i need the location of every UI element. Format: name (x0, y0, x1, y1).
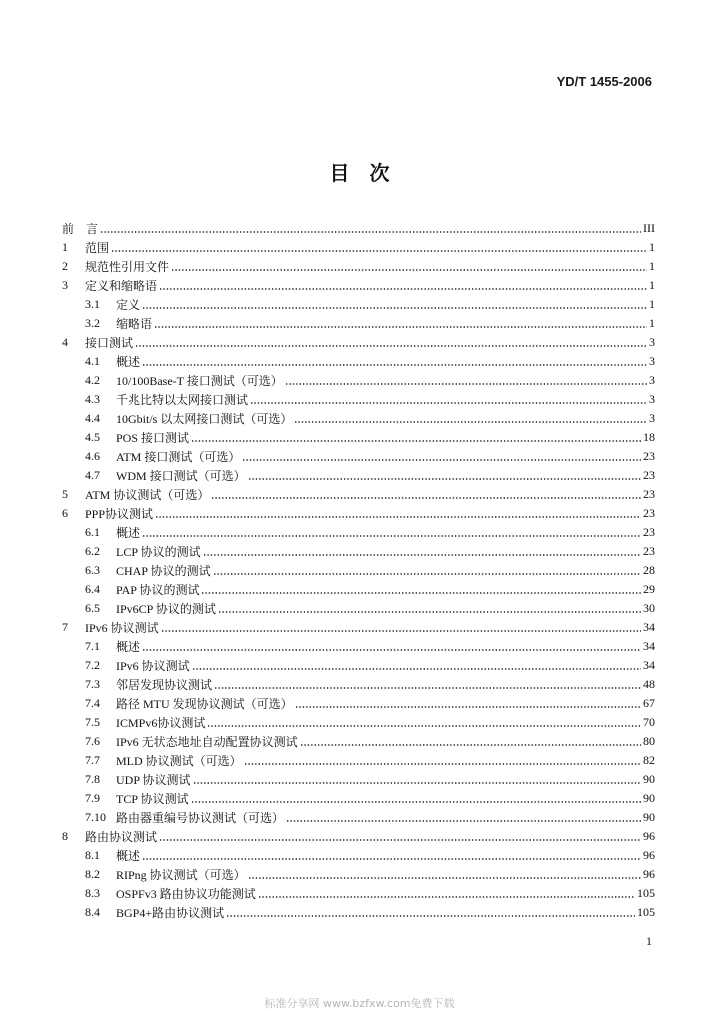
toc-entry-page: 23 (643, 487, 655, 501)
toc-entry-page: 23 (643, 449, 655, 463)
toc-entry-number: 8.2 (85, 867, 100, 881)
toc-entry-title: IPv6CP 协议的测试 (116, 602, 216, 616)
toc-entry-page: 34 (643, 639, 655, 653)
toc-entry-title: 概述 (116, 355, 141, 369)
toc-entry (62, 694, 655, 713)
toc-entry-number: 3 (62, 278, 68, 292)
toc-entry (62, 865, 655, 884)
toc-entry-number: 7.1 (85, 639, 100, 653)
dot-leader (142, 535, 641, 537)
toc-entry-page: 1 (649, 297, 655, 311)
toc-entry-page: 30 (643, 601, 655, 615)
toc-entry-number: 4.7 (85, 468, 100, 482)
toc-entry (62, 846, 655, 865)
dot-leader (286, 820, 641, 822)
toc-entry-number: 6.3 (85, 563, 100, 577)
toc-entry-page: 1 (649, 278, 655, 292)
toc-entry-page: 1 (649, 259, 655, 273)
toc-entry-page: 23 (643, 544, 655, 558)
toc-entry (62, 257, 655, 276)
toc-entry-title: LCP 协议的测试 (116, 545, 201, 559)
toc-entry-title: PAP 协议的测试 (116, 583, 200, 597)
toc-entry (62, 637, 655, 656)
toc-entry-number: 6.1 (85, 525, 100, 539)
toc-entry (62, 580, 655, 599)
toc-entry-page: 1 (649, 240, 655, 254)
dot-leader (201, 592, 641, 594)
toc-entry-title: ICMPv6协议测试 (116, 716, 206, 730)
toc-entry-title: MLD 协议测试（可选） (116, 754, 242, 768)
dot-leader (154, 326, 647, 328)
toc-entry (62, 238, 655, 257)
toc-entry-title: 邻居发现协议测试 (116, 678, 213, 692)
toc-entry-title: 范围 (85, 241, 110, 255)
dot-leader (203, 554, 641, 556)
toc-entry (62, 333, 655, 352)
dot-leader (250, 402, 647, 404)
dot-leader (248, 478, 641, 480)
toc-entry-page: 34 (643, 658, 655, 672)
dot-leader (226, 915, 635, 917)
dot-leader (285, 383, 647, 385)
toc-entry-number: 4.6 (85, 449, 100, 463)
toc-entry (62, 295, 655, 314)
toc-entry-page: 23 (643, 525, 655, 539)
toc-entry (62, 542, 655, 561)
toc-entry-title: IPv6 协议测试 (85, 621, 159, 635)
toc-entry-number: 4.3 (85, 392, 100, 406)
toc-entry (62, 808, 655, 827)
toc-entry-number: 4.2 (85, 373, 100, 387)
toc-entry-page: 90 (643, 791, 655, 805)
toc-entry-number: 6.4 (85, 582, 100, 596)
watermark: 标准分享网 www.bzfxw.com免费下载 (264, 997, 455, 1010)
toc-entry-title: TCP 协议测试 (116, 792, 189, 806)
toc-entry-number: 7.10 (85, 810, 106, 824)
dot-leader (244, 763, 641, 765)
toc-entry-number: 3.2 (85, 316, 100, 330)
toc-entry-page: 3 (649, 392, 655, 406)
toc-entry-page: 105 (637, 905, 655, 919)
toc-entry (62, 770, 655, 789)
toc-entry-title: 定义和缩略语 (85, 279, 158, 293)
dot-leader (193, 782, 641, 784)
toc-entry-number: 6.2 (85, 544, 100, 558)
dot-leader (191, 801, 641, 803)
toc-entry-number: 6 (62, 506, 68, 520)
toc-entry (62, 314, 655, 333)
toc-entry-title: 概述 (116, 526, 141, 540)
dot-leader (142, 307, 647, 309)
dot-leader (248, 877, 641, 879)
toc-entry-page: 96 (643, 848, 655, 862)
toc-entry-title: CHAP 协议的测试 (116, 564, 211, 578)
toc-entry-number: 8.4 (85, 905, 100, 919)
toc-entry (62, 675, 655, 694)
dot-leader (142, 858, 641, 860)
toc-entry-page: 1 (649, 316, 655, 330)
dot-leader (159, 839, 641, 841)
dot-leader (258, 896, 635, 898)
toc-entry-page: 82 (643, 753, 655, 767)
toc-entry-title: 定义 (116, 298, 141, 312)
toc-entry-title: 路由器重编号协议测试（可选） (116, 811, 285, 825)
dot-leader (171, 269, 647, 271)
toc-entry-page: 28 (643, 563, 655, 577)
toc-entry-page: 48 (643, 677, 655, 691)
toc-entry-title: 概述 (116, 849, 141, 863)
toc-entry-number: 4.5 (85, 430, 100, 444)
toc-entry-number: 8 (62, 829, 68, 843)
toc-entry-number: 6.5 (85, 601, 100, 615)
page-number: 1 (646, 934, 652, 948)
toc-entry-title: 规范性引用文件 (85, 260, 170, 274)
dot-leader (207, 725, 641, 727)
toc-entry-page: 67 (643, 696, 655, 710)
dot-leader (161, 630, 641, 632)
toc-entry-title: WDM 接口测试（可选） (116, 469, 246, 483)
dot-leader (155, 516, 641, 518)
dot-leader (300, 744, 641, 746)
toc-entry-page: 18 (643, 430, 655, 444)
toc-title: 目 次 (329, 163, 390, 185)
toc-entry-title: 10Gbit/s 以太网接口测试（可选） (116, 412, 293, 426)
dot-leader (159, 288, 647, 290)
dot-leader (111, 250, 647, 252)
toc-entry-number: 7.7 (85, 753, 100, 767)
toc-entry (62, 561, 655, 580)
toc-entry-number: 4.4 (85, 411, 100, 425)
toc-entry (62, 656, 655, 675)
toc-entry-page: 3 (649, 335, 655, 349)
dot-leader (142, 649, 641, 651)
toc-entry-page: 3 (649, 354, 655, 368)
toc-entry-title: 缩略语 (116, 317, 153, 331)
toc-entry-title: OSPFv3 路由协议功能测试 (116, 887, 256, 901)
toc-entry (62, 219, 655, 238)
toc-entry (62, 276, 655, 295)
toc-entry-number: 1 (62, 240, 68, 254)
toc-entry (62, 827, 655, 846)
toc-entry (62, 713, 655, 732)
toc-entry-number: 7.6 (85, 734, 100, 748)
dot-leader (191, 440, 641, 442)
toc-entry-page: 3 (649, 411, 655, 425)
toc-entry-title: 10/100Base-T 接口测试（可选） (116, 374, 283, 388)
toc-entry-title: ATM 协议测试（可选） (85, 488, 210, 502)
toc-entry-title: 路由协议测试 (85, 830, 158, 844)
dot-leader (294, 421, 647, 423)
toc-entry-number: 5 (62, 487, 68, 501)
toc-entry-page: 90 (643, 772, 655, 786)
dot-leader (142, 364, 647, 366)
toc-entry-title: 前 言 (62, 222, 99, 236)
toc-entry-page: 23 (643, 506, 655, 520)
toc-entry-number: 7.5 (85, 715, 100, 729)
toc-entry-number: 7.9 (85, 791, 100, 805)
toc-entry-title: 千兆比特以太网接口测试 (116, 393, 249, 407)
toc-entry-number: 7.4 (85, 696, 100, 710)
toc-entry-page: 96 (643, 829, 655, 843)
toc-entry-number: 7 (62, 620, 68, 634)
toc-entry-number: 3.1 (85, 297, 100, 311)
toc-entry (62, 884, 655, 903)
toc-entry-number: 8.1 (85, 848, 100, 862)
dot-leader (192, 668, 641, 670)
dot-leader (218, 611, 641, 613)
toc-entry-title: POS 接口测试 (116, 431, 190, 445)
toc-entry-title: IPv6 无状态地址自动配置协议测试 (116, 735, 298, 749)
table-of-contents (62, 219, 655, 922)
toc-entry-title: 接口测试 (85, 336, 134, 350)
toc-entry-page: 80 (643, 734, 655, 748)
toc-entry-title: UDP 协议测试 (116, 773, 191, 787)
toc-entry (62, 618, 655, 637)
toc-entry-title: PPP协议测试 (85, 507, 154, 521)
toc-entry (62, 447, 655, 466)
document-code: YD/T 1455-2006 (556, 74, 652, 89)
toc-entry-number: 4 (62, 335, 68, 349)
toc-entry (62, 732, 655, 751)
toc-entry-page: 96 (643, 867, 655, 881)
toc-entry (62, 599, 655, 618)
toc-entry-title: RIPng 协议测试（可选） (116, 868, 246, 882)
dot-leader (135, 345, 647, 347)
dot-leader (213, 573, 641, 575)
toc-entry-title: IPv6 协议测试 (116, 659, 190, 673)
toc-entry-page: 23 (643, 468, 655, 482)
toc-entry-page: 90 (643, 810, 655, 824)
toc-entry-number: 7.2 (85, 658, 100, 672)
toc-entry (62, 428, 655, 447)
dot-leader (211, 497, 641, 499)
toc-entry (62, 352, 655, 371)
toc-entry-title: 路径 MTU 发现协议测试（可选） (116, 697, 293, 711)
dot-leader (295, 706, 641, 708)
toc-entry (62, 371, 655, 390)
toc-entry-number: 8.3 (85, 886, 100, 900)
toc-entry-page: 105 (637, 886, 655, 900)
toc-entry-number: 7.3 (85, 677, 100, 691)
dot-leader (214, 687, 641, 689)
toc-entry (62, 751, 655, 770)
toc-entry (62, 409, 655, 428)
dot-leader (242, 459, 641, 461)
toc-entry-page: III (643, 221, 655, 235)
toc-entry (62, 523, 655, 542)
toc-entry-number: 7.8 (85, 772, 100, 786)
dot-leader (100, 231, 641, 233)
toc-entry (62, 485, 655, 504)
toc-entry (62, 903, 655, 922)
toc-entry-title: ATM 接口测试（可选） (116, 450, 241, 464)
toc-entry-page: 29 (643, 582, 655, 596)
toc-entry-number: 2 (62, 259, 68, 273)
toc-entry (62, 466, 655, 485)
toc-entry-title: 概述 (116, 640, 141, 654)
toc-entry-page: 34 (643, 620, 655, 634)
toc-entry (62, 390, 655, 409)
toc-entry-page: 70 (643, 715, 655, 729)
toc-entry-title: BGP4+路由协议测试 (116, 906, 225, 920)
toc-entry-page: 3 (649, 373, 655, 387)
toc-entry (62, 789, 655, 808)
toc-entry-number: 4.1 (85, 354, 100, 368)
toc-entry (62, 504, 655, 523)
